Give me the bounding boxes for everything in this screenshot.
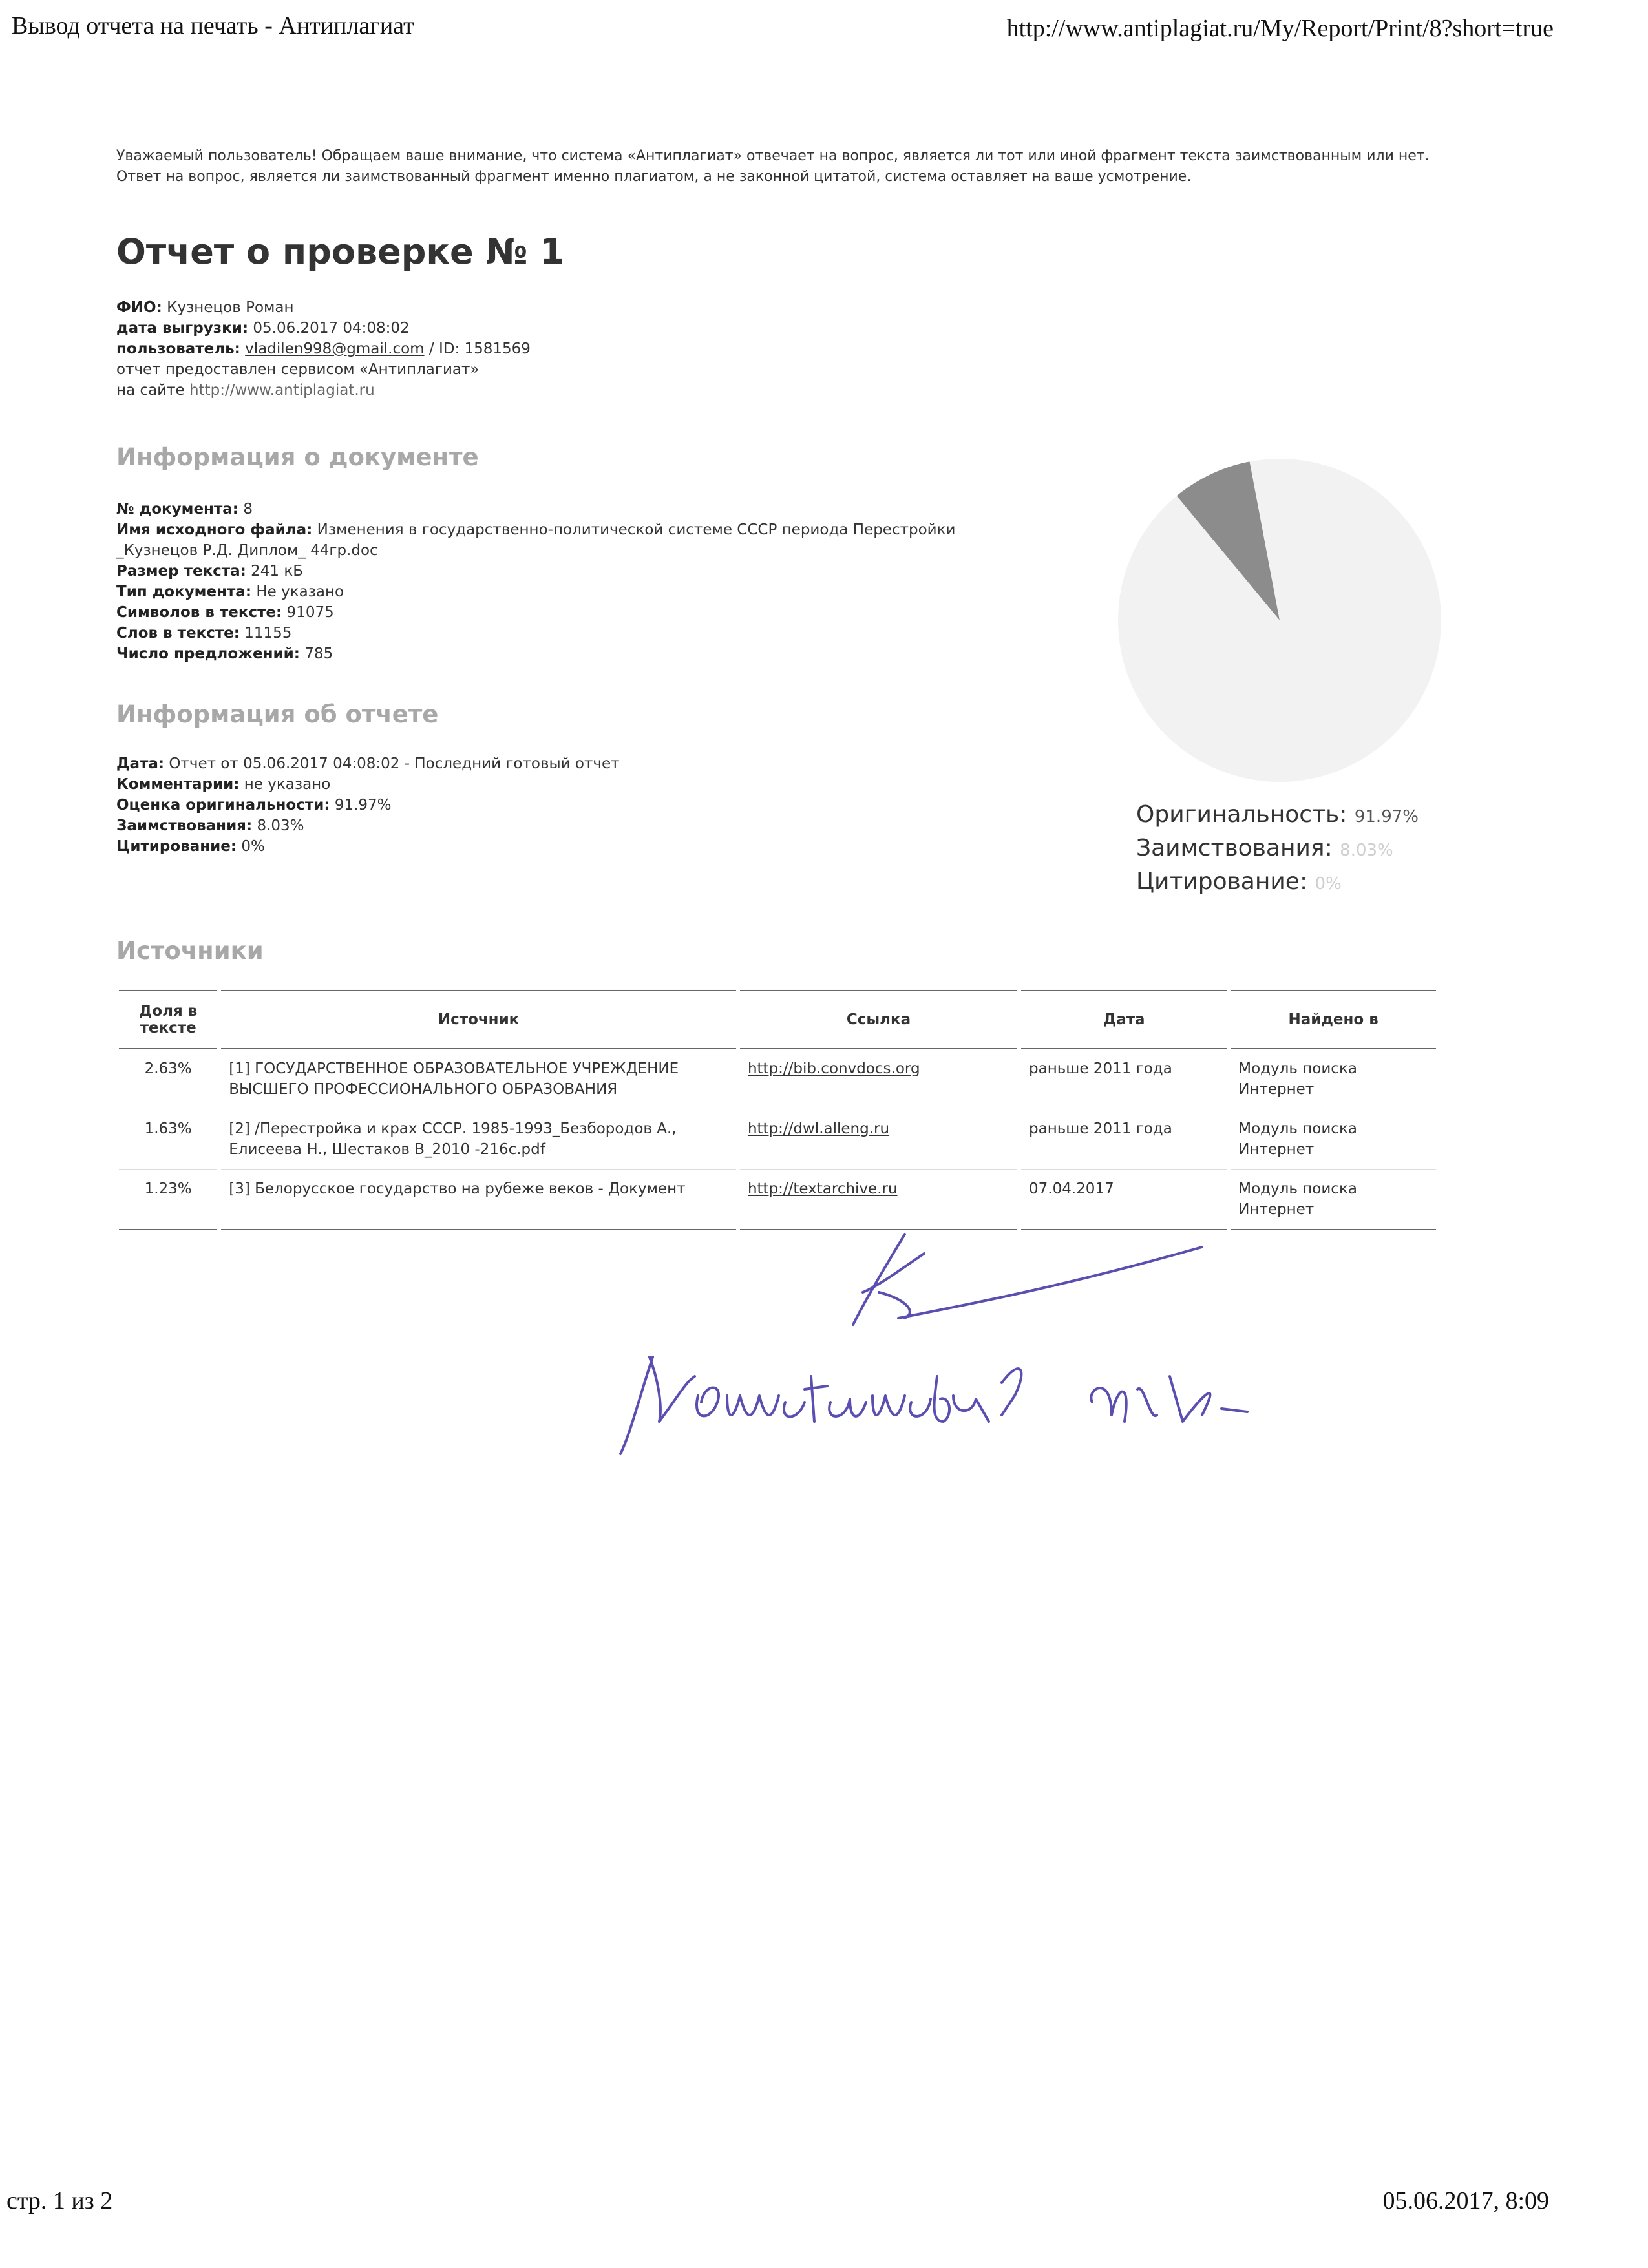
doc-words-row bbox=[116, 623, 1034, 644]
source-share: 2.63% bbox=[119, 1049, 217, 1109]
provided-by: отчет предоставлен сервисом «Антиплагиат» bbox=[116, 361, 480, 378]
user-label: пользователь: bbox=[116, 341, 240, 357]
print-page-number: стр. 1 из 2 bbox=[6, 2187, 113, 2214]
legend-borrowing bbox=[1136, 835, 1393, 861]
report-comments-label: Комментарии: bbox=[116, 776, 240, 793]
report-originality-label: Оценка оригинальности: bbox=[116, 797, 330, 814]
doc-chars-value: 91075 bbox=[286, 604, 334, 621]
source-date: 07.04.2017 bbox=[1021, 1170, 1227, 1230]
report-borrowing-value: 8.03% bbox=[257, 817, 304, 834]
report-comments-row bbox=[116, 774, 620, 795]
source-title: [2] /Перестройка и крах СССР. 1985-1993_Безбородов А., Елисеева Н., Шестаков В_2010 -216с.pdf bbox=[221, 1109, 736, 1170]
export-date-label: дата выгрузки: bbox=[116, 320, 249, 337]
report-date-row bbox=[116, 753, 620, 774]
doc-type-label: Тип документа: bbox=[116, 583, 252, 600]
source-date: раньше 2011 года bbox=[1021, 1049, 1227, 1109]
report-citation-label: Цитирование: bbox=[116, 838, 237, 855]
sources-header-row bbox=[119, 990, 1436, 1049]
doc-filename-row bbox=[116, 520, 1034, 561]
legend-originality bbox=[1136, 801, 1419, 828]
originality-pie-chart bbox=[1112, 452, 1448, 788]
source-link[interactable]: http://textarchive.ru bbox=[740, 1170, 1017, 1230]
export-date-value: 05.06.2017 04:08:02 bbox=[253, 320, 410, 337]
sources-table bbox=[115, 990, 1440, 1230]
source-share: 1.63% bbox=[119, 1109, 217, 1170]
source-link[interactable]: http://dwl.alleng.ru bbox=[740, 1109, 1017, 1170]
report-borrowing-row bbox=[116, 815, 620, 836]
legend-citation-label: Цитирование: bbox=[1136, 868, 1308, 895]
print-page-url: http://www.antiplagiat.ru/My/Report/Print/8?short=true bbox=[1006, 15, 1554, 42]
col-source: Источник bbox=[221, 990, 736, 1049]
legend-borrowing-label: Заимствования: bbox=[1136, 835, 1333, 861]
report-date-label: Дата: bbox=[116, 755, 165, 772]
meta-user-row bbox=[116, 339, 531, 359]
source-found-in: Модуль поиска Интернет bbox=[1231, 1049, 1436, 1109]
user-email-link[interactable]: vladilen998@gmail.com bbox=[245, 341, 425, 357]
meta-export-date-row bbox=[116, 318, 531, 339]
source-share: 1.23% bbox=[119, 1170, 217, 1230]
legend-originality-value: 91.97% bbox=[1354, 807, 1419, 826]
table-row bbox=[119, 1049, 1436, 1109]
doc-words-value: 11155 bbox=[244, 625, 292, 642]
doc-filename-value: Изменения в государственно-политической системе СССР периода Перестройки _Кузнецов Р.Д. Диплом_ 44гр.doc bbox=[116, 521, 956, 559]
source-link[interactable]: http://bib.convdocs.org bbox=[740, 1049, 1017, 1109]
print-datetime: 05.06.2017, 8:09 bbox=[1382, 2187, 1549, 2214]
doc-sentences-value: 785 bbox=[304, 646, 333, 662]
site-prefix: на сайте bbox=[116, 382, 185, 399]
legend-citation bbox=[1136, 868, 1342, 895]
doc-info-heading: Информация о документе bbox=[116, 443, 479, 471]
report-info bbox=[116, 753, 620, 857]
doc-size-label: Размер текста: bbox=[116, 563, 246, 580]
doc-info bbox=[116, 499, 1034, 664]
legend-originality-label: Оригинальность: bbox=[1136, 801, 1347, 828]
sources-heading: Источники bbox=[116, 937, 264, 965]
pie-slice-originality bbox=[1118, 459, 1441, 782]
report-meta bbox=[116, 297, 531, 401]
source-date: раньше 2011 года bbox=[1021, 1109, 1227, 1170]
report-citation-row bbox=[116, 836, 620, 857]
report-citation-value: 0% bbox=[241, 838, 265, 855]
report-date-value: Отчет от 05.06.2017 04:08:02 - Последний готовый отчет bbox=[169, 755, 620, 772]
doc-type-value: Не указано bbox=[256, 583, 344, 600]
doc-number-row bbox=[116, 499, 1034, 520]
col-found: Найдено в bbox=[1231, 990, 1436, 1049]
report-originality-row bbox=[116, 795, 620, 815]
report-borrowing-label: Заимствования: bbox=[116, 817, 253, 834]
source-found-in: Модуль поиска Интернет bbox=[1231, 1109, 1436, 1170]
doc-chars-label: Символов в тексте: bbox=[116, 604, 282, 621]
col-date: Дата bbox=[1021, 990, 1227, 1049]
source-title: [3] Белорусское государство на рубеже веков - Документ bbox=[221, 1170, 736, 1230]
doc-chars-row bbox=[116, 602, 1034, 623]
col-link: Ссылка bbox=[740, 990, 1017, 1049]
report-comments-value: не указано bbox=[244, 776, 331, 793]
meta-site-row bbox=[116, 380, 531, 401]
report-originality-value: 91.97% bbox=[334, 797, 392, 814]
meta-fio-row bbox=[116, 297, 531, 318]
doc-filename-label: Имя исходного файла: bbox=[116, 521, 313, 538]
fio-value: Кузнецов Роман bbox=[167, 299, 294, 316]
doc-size-row bbox=[116, 561, 1034, 582]
source-title: [1] ГОСУДАРСТВЕННОЕ ОБРАЗОВАТЕЛЬНОЕ УЧРЕЖДЕНИЕ ВЫСШЕГО ПРОФЕССИОНАЛЬНОГО ОБРАЗОВАНИЯ bbox=[221, 1049, 736, 1109]
handwritten-signature bbox=[601, 1228, 1377, 1486]
site-link[interactable]: http://www.antiplagiat.ru bbox=[189, 382, 375, 399]
legend-citation-value: 0% bbox=[1315, 874, 1342, 894]
col-share: Доля в тексте bbox=[119, 990, 217, 1049]
report-title: Отчет о проверке № 1 bbox=[116, 231, 564, 272]
fio-label: ФИО: bbox=[116, 299, 162, 316]
source-found-in: Модуль поиска Интернет bbox=[1231, 1170, 1436, 1230]
print-page-title: Вывод отчета на печать - Антиплагиат bbox=[12, 12, 414, 39]
report-info-heading: Информация об отчете bbox=[116, 700, 439, 728]
doc-size-value: 241 кБ bbox=[251, 563, 304, 580]
table-row bbox=[119, 1109, 1436, 1170]
doc-words-label: Слов в тексте: bbox=[116, 625, 240, 642]
doc-type-row bbox=[116, 582, 1034, 602]
doc-number-label: № документа: bbox=[116, 501, 238, 518]
doc-sentences-row bbox=[116, 644, 1034, 664]
notice-text: Уважаемый пользователь! Обращаем ваше внимание, что система «Антиплагиат» отвечает на вопрос, является ли тот или иной фрагмент текста заимствованным или нет. Ответ на вопрос, является ли заимствованный фрагмент именно плагиатом, а не законной цитатой, система оставляет на ваше усмотрение. bbox=[116, 148, 1430, 185]
user-id: / ID: 1581569 bbox=[428, 341, 531, 357]
legend-borrowing-value: 8.03% bbox=[1340, 841, 1393, 860]
table-row bbox=[119, 1170, 1436, 1230]
doc-sentences-label: Число предложений: bbox=[116, 646, 300, 662]
doc-number-value: 8 bbox=[243, 501, 253, 518]
